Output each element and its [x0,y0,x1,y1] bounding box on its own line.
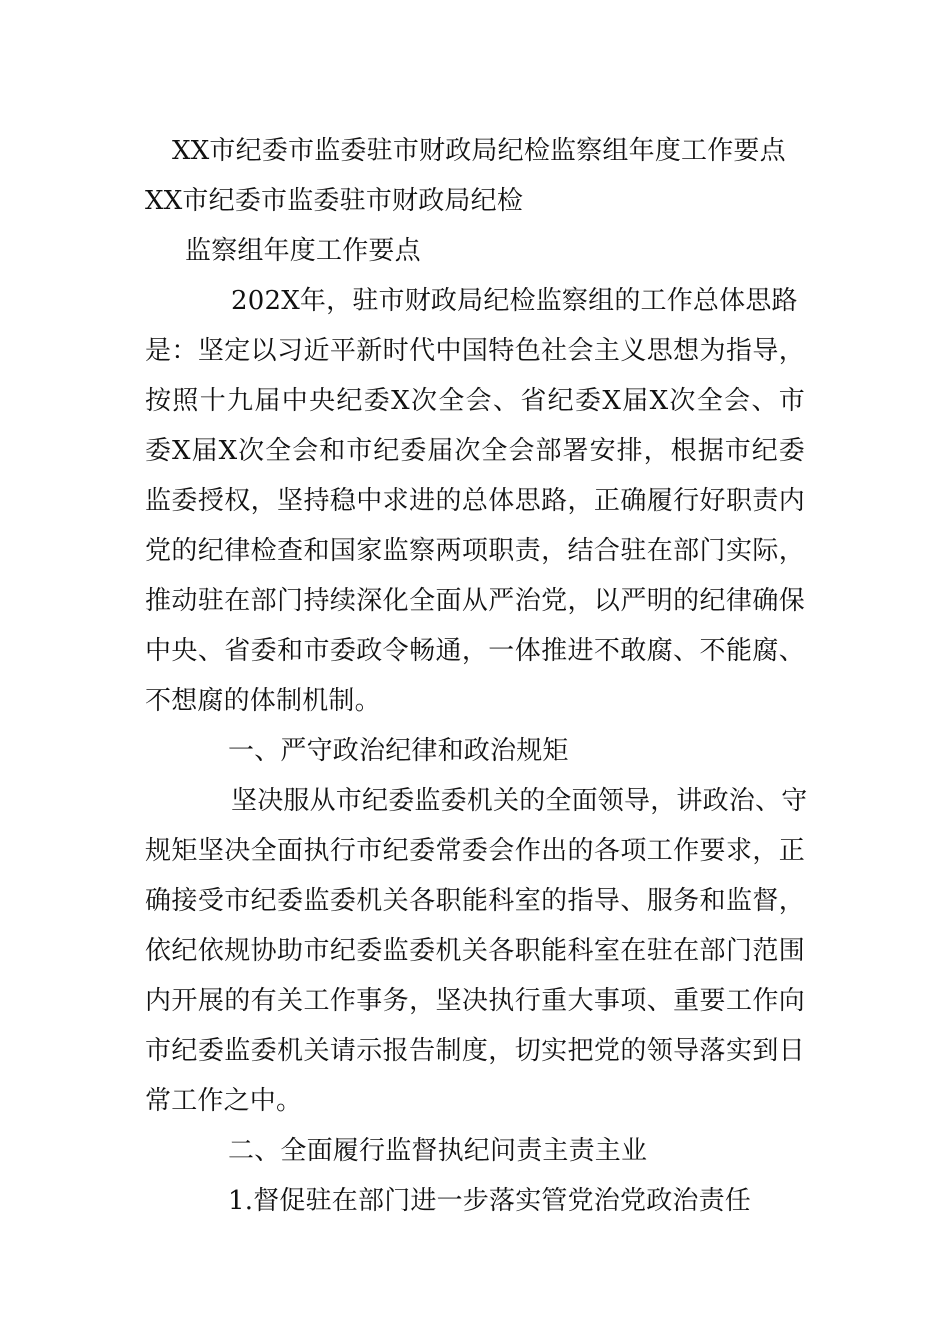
section-2-heading: 二、全面履行监督执纪问责主责主业 [228,1136,648,1166]
document-title: XX市纪委市监委驻市财政局纪检监察组年度工作要点 [172,136,786,166]
document-subtitle-line-1: XX市纪委市监委驻市财政局纪检 [145,186,524,216]
intro-line-9: 不想腐的体制机制。 [145,686,381,716]
section-1-heading: 一、严守政治纪律和政治规矩 [228,736,569,766]
section-1-line-1: 坚决服从市纪委监委机关的全面领导，讲政治、守 [231,786,808,816]
intro-line-4: 委X届X次全会和市纪委届次全会部署安排，根据市纪委 [145,436,805,466]
document-subtitle-line-2: 监察组年度工作要点 [185,236,421,266]
intro-line-3: 按照十九届中央纪委X次全会、省纪委X届X次全会、市 [145,386,805,416]
intro-line-5: 监委授权，坚持稳中求进的总体思路，正确履行好职责内 [145,486,805,516]
intro-line-8: 中央、省委和市委政令畅通，一体推进不敢腐、不能腐、 [145,636,805,666]
section-2-item-1: 1.督促驻在部门进一步落实管党治党政治责任 [228,1186,752,1216]
section-1-line-2: 规矩坚决全面执行市纪委常委会作出的各项工作要求，正 [145,836,805,866]
section-1-line-6: 市纪委监委机关请示报告制度，切实把党的领导落实到日 [145,1036,805,1066]
section-1-line-5: 内开展的有关工作事务，坚决执行重大事项、重要工作向 [145,986,805,1016]
intro-line-6: 党的纪律检查和国家监察两项职责，结合驻在部门实际， [145,536,805,566]
intro-line-2: 是：坚定以习近平新时代中国特色社会主义思想为指导， [145,336,805,366]
section-1-line-4: 依纪依规协助市纪委监委机关各职能科室在驻在部门范围 [145,936,805,966]
section-1-line-7: 常工作之中。 [145,1086,303,1116]
intro-line-7: 推动驻在部门持续深化全面从严治党，以严明的纪律确保 [145,586,805,616]
intro-line-1: 202X年，驻市财政局纪检监察组的工作总体思路 [231,286,798,316]
section-1-line-3: 确接受市纪委监委机关各职能科室的指导、服务和监督， [145,886,805,916]
